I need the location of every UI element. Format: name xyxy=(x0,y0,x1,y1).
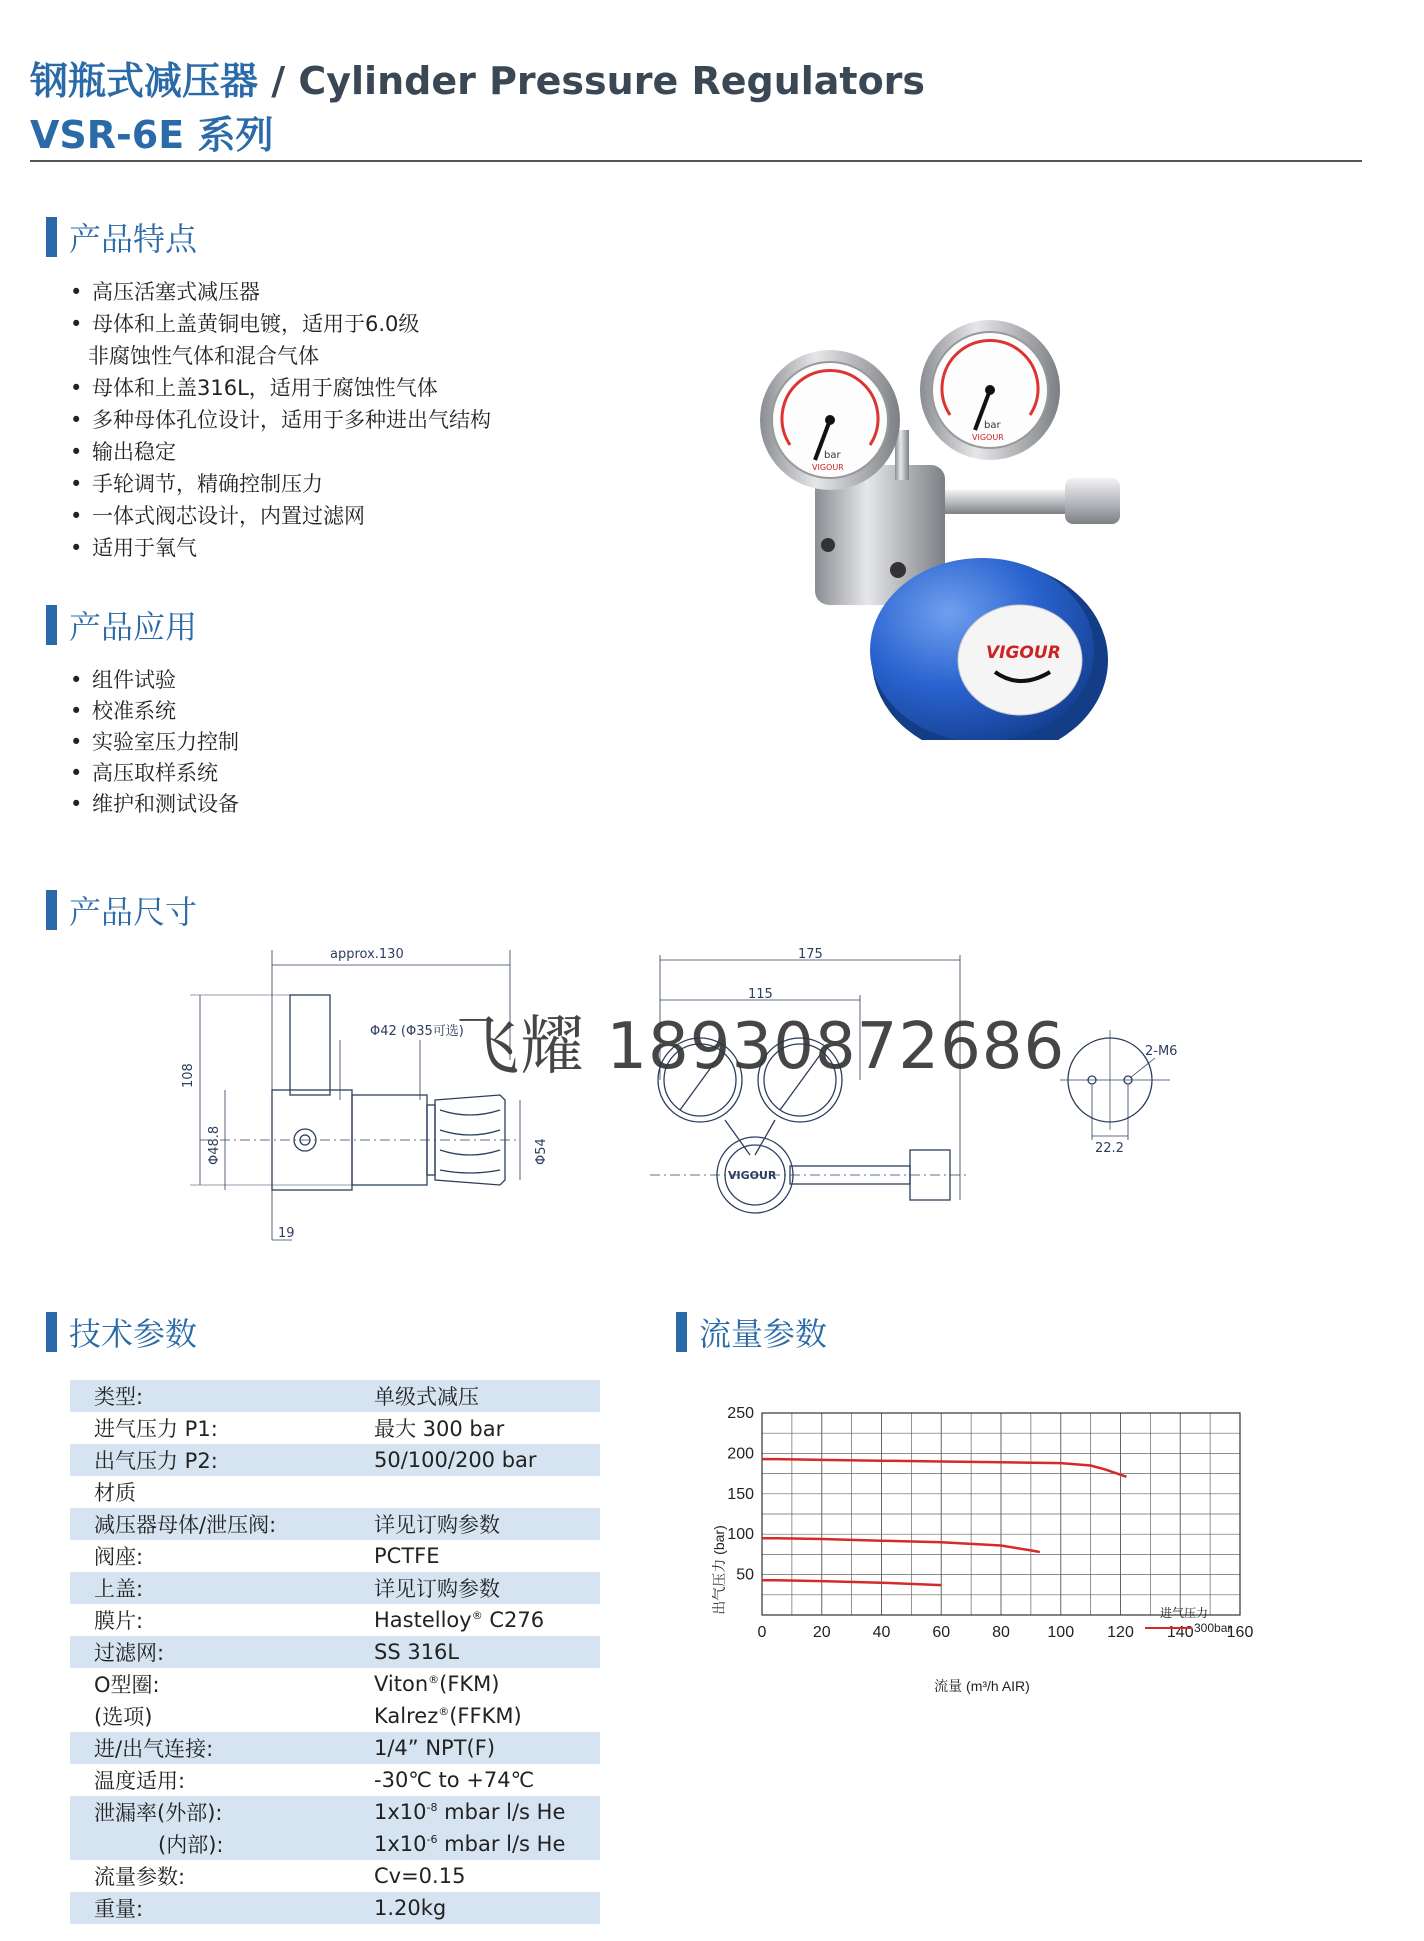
list-item: • 母体和上盖316L，适用于腐蚀性气体 xyxy=(70,372,491,404)
svg-text:bar: bar xyxy=(824,450,841,461)
heading-accent-bar xyxy=(46,1312,57,1352)
list-item-continuation: 非腐蚀性气体和混合气体 xyxy=(88,344,319,368)
outlet-pressure-gauge xyxy=(760,350,900,490)
spec-row xyxy=(70,1668,600,1700)
list-item: • 实验室压力控制 xyxy=(70,727,239,758)
y-tick-label: 100 xyxy=(727,1526,754,1544)
spec-value: $1x10^{-8}$ mbar l/s He xyxy=(374,1796,600,1828)
page-title xyxy=(30,50,925,105)
y-tick-label: 150 xyxy=(727,1485,754,1503)
y-tick-label: 50 xyxy=(736,1566,754,1584)
applications-heading-text: 产品应用 xyxy=(69,608,198,646)
applications-heading xyxy=(46,605,197,645)
spec-row xyxy=(70,1636,600,1668)
spec-row xyxy=(70,1444,600,1476)
legend-label: 300bar xyxy=(1194,1621,1232,1635)
x-tick-label: 140 xyxy=(1166,1624,1194,1641)
list-item: • 输出稳定 xyxy=(70,436,491,468)
dim-approx-width: approx.130 xyxy=(330,947,404,962)
specs-heading xyxy=(46,1312,197,1352)
x-tick-label: 0 xyxy=(757,1624,767,1641)
spec-value: 1/4” NPT(F) xyxy=(374,1732,600,1764)
spec-value: Kalrez®(FFKM) xyxy=(374,1704,522,1728)
series-line xyxy=(762,1459,1127,1477)
list-item: • 母体和上盖黄铜电镀，适用于6.0级 非腐蚀性气体和混合气体 xyxy=(70,308,491,372)
svg-text:bar: bar xyxy=(984,420,1001,431)
spec-key: 减压器母体/泄压阀: xyxy=(70,1508,374,1540)
features-list xyxy=(70,276,491,564)
dim-19: 19 xyxy=(278,1226,295,1241)
y-tick-label: 200 xyxy=(727,1445,754,1463)
spec-key: 出气压力 P2: xyxy=(70,1444,374,1476)
dimensions-heading-text: 产品尺寸 xyxy=(69,893,198,931)
spec-row xyxy=(70,1508,600,1540)
spec-value: Viton®(FKM) xyxy=(374,1672,500,1696)
flow-chart xyxy=(700,1395,1280,1695)
heading-accent-bar xyxy=(46,605,57,645)
x-tick-label: 20 xyxy=(812,1624,831,1641)
spec-row xyxy=(70,1700,600,1732)
adjustment-handwheel xyxy=(870,558,1108,740)
dimensions-heading xyxy=(46,890,197,930)
svg-text:VIGOUR: VIGOUR xyxy=(812,463,844,472)
heading-accent-bar xyxy=(46,890,57,930)
series-line xyxy=(762,1538,1040,1552)
title-divider xyxy=(30,160,1362,162)
applications-list xyxy=(70,665,239,820)
port-hole xyxy=(890,562,906,578)
spec-value: $1x10^{-6}$ mbar l/s He xyxy=(374,1828,600,1860)
spec-row xyxy=(70,1732,600,1764)
dim-22-2: 22.2 xyxy=(1095,1141,1124,1156)
list-item: • 校准系统 xyxy=(70,696,239,727)
spec-key: 进气压力 P1: xyxy=(94,1417,218,1441)
flow-heading-text: 流量参数 xyxy=(699,1315,828,1353)
chart-y-axis-label: 出气压力 (bar) xyxy=(711,1525,727,1615)
spec-row xyxy=(70,1892,600,1924)
spec-key: 材质 xyxy=(94,1481,136,1505)
x-tick-label: 80 xyxy=(992,1624,1010,1641)
specs-heading-text: 技术参数 xyxy=(69,1315,198,1353)
spec-value: -30℃ to +74℃ xyxy=(374,1768,535,1792)
dim-height-108: 108 xyxy=(181,1063,196,1088)
outlet-fitting xyxy=(1065,478,1120,524)
specs-table xyxy=(70,1380,600,1924)
spec-value: 50/100/200 bar xyxy=(374,1444,600,1476)
spec-value: 1.20kg xyxy=(374,1892,600,1924)
spec-value: Hastelloy® C276 xyxy=(374,1608,545,1632)
spec-key: (内部): xyxy=(70,1828,374,1860)
x-tick-label: 100 xyxy=(1047,1624,1075,1641)
flow-heading xyxy=(676,1312,827,1352)
list-item: • 适用于氧气 xyxy=(70,532,491,564)
spec-key: 流量参数: xyxy=(94,1865,186,1889)
watermark: 飞耀 18930872686 xyxy=(455,1010,1066,1084)
dim-2-m6: 2-M6 xyxy=(1145,1044,1178,1059)
title-separator: / xyxy=(258,59,299,103)
port-hole xyxy=(821,538,835,552)
spec-row xyxy=(70,1476,600,1508)
features-heading-text: 产品特点 xyxy=(69,220,198,258)
list-item: • 多种母体孔位设计，适用于多种进出气结构 xyxy=(70,404,491,436)
title-cn: 钢瓶式减压器 xyxy=(30,59,259,103)
spec-value: PCTFE xyxy=(374,1544,440,1568)
spec-row xyxy=(70,1828,600,1860)
chart-grid xyxy=(762,1413,1240,1615)
spec-row xyxy=(70,1764,600,1796)
spec-key: 进/出气连接: xyxy=(70,1732,374,1764)
list-item: • 一体式阀芯设计，内置过滤网 xyxy=(70,500,491,532)
spec-value: 单级式减压 xyxy=(374,1380,600,1412)
spec-key: 温度适用: xyxy=(94,1769,186,1793)
spec-row xyxy=(70,1604,600,1636)
series-title: VSR-6E 系列 xyxy=(30,113,274,157)
spec-value: 详见订购参数 xyxy=(374,1572,600,1604)
dim-175: 175 xyxy=(798,947,823,962)
dim-phi-54: Φ54 xyxy=(534,1138,549,1165)
features-heading xyxy=(46,217,197,257)
spec-key: 膜片: xyxy=(94,1609,144,1633)
list-item: • 维护和测试设备 xyxy=(70,789,239,820)
inlet-pressure-gauge xyxy=(920,320,1060,460)
spec-key: O型圈: xyxy=(94,1673,160,1697)
spec-key: 类型: xyxy=(70,1380,374,1412)
spec-value: Cv=0.15 xyxy=(374,1864,466,1888)
chart-x-axis-label: 流量 (m³/h AIR) xyxy=(934,1678,1030,1694)
spec-key: (选项) xyxy=(94,1705,153,1729)
dimension-drawings xyxy=(180,940,1220,1260)
brand-logo: VIGOUR xyxy=(986,643,1061,663)
y-tick-label: 250 xyxy=(727,1405,754,1422)
spec-value: 最大 300 bar xyxy=(374,1417,505,1441)
dim-phi-42: Φ42 (Φ35可选) xyxy=(370,1024,464,1039)
x-tick-label: 60 xyxy=(932,1624,951,1641)
heading-accent-bar xyxy=(676,1312,687,1352)
heading-accent-bar xyxy=(46,217,57,257)
list-item: • 组件试验 xyxy=(70,665,239,696)
title-en: Cylinder Pressure Regulators xyxy=(298,59,926,103)
list-item: • 高压取样系统 xyxy=(70,758,239,789)
dim-115: 115 xyxy=(748,987,773,1002)
side-view-drawing xyxy=(190,950,520,1240)
spec-row xyxy=(70,1380,600,1412)
spec-row xyxy=(70,1540,600,1572)
legend-title: 进气压力 xyxy=(1160,1606,1209,1620)
spec-value: SS 316L xyxy=(374,1636,600,1668)
spec-row xyxy=(70,1796,600,1828)
drawing-brand-label: VIGOUR xyxy=(728,1169,777,1182)
spec-key: 泄漏率(外部): xyxy=(70,1796,374,1828)
chart-series xyxy=(762,1459,1127,1585)
x-tick-label: 40 xyxy=(872,1624,891,1641)
spec-row xyxy=(70,1572,600,1604)
x-tick-label: 160 xyxy=(1226,1624,1254,1641)
spec-row xyxy=(70,1860,600,1892)
spec-key: 过滤网: xyxy=(70,1636,374,1668)
x-tick-label: 120 xyxy=(1107,1624,1134,1641)
svg-text:VIGOUR: VIGOUR xyxy=(972,433,1004,442)
list-item: • 高压活塞式减压器 xyxy=(70,276,491,308)
spec-value xyxy=(374,1476,600,1508)
dim-phi-48-8: Φ48.8 xyxy=(207,1125,222,1165)
spec-key: 重量: xyxy=(70,1892,374,1924)
spec-key: 阀座: xyxy=(94,1545,144,1569)
spec-row xyxy=(70,1412,600,1444)
regulator-product-photo xyxy=(720,320,1160,740)
spec-value: 详见订购参数 xyxy=(374,1508,600,1540)
spec-key: 上盖: xyxy=(70,1572,374,1604)
list-item: • 手轮调节，精确控制压力 xyxy=(70,468,491,500)
